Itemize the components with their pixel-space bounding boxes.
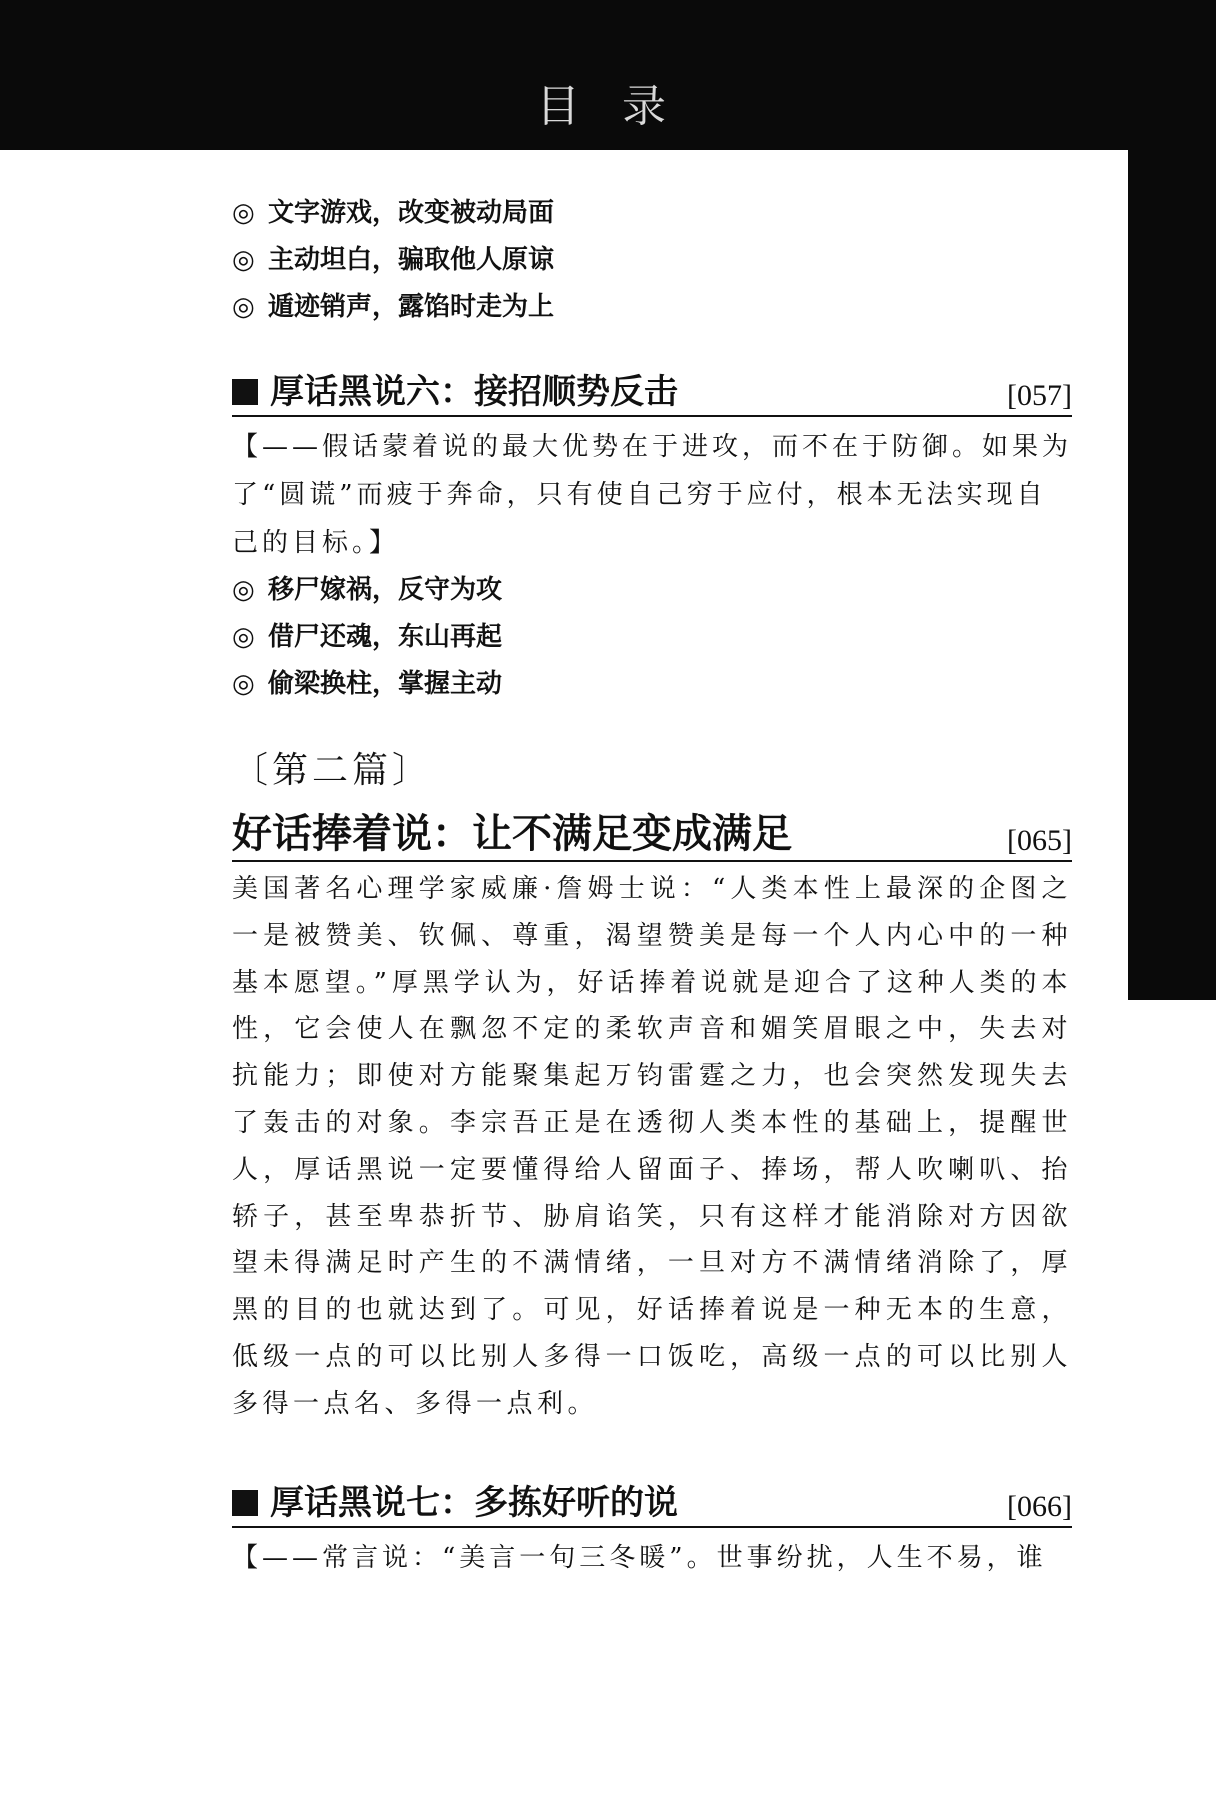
toc-bullet-item[interactable]: ◎ 主动坦白，骗取他人原谅 <box>232 237 1072 284</box>
section-6-heading[interactable] <box>232 369 1072 417</box>
part-2-page: [065] <box>1007 824 1072 857</box>
toc-content <box>232 190 1072 1582</box>
toc-bullet-item[interactable]: ◎ 文字游戏，改变被动局面 <box>232 190 1072 237</box>
edge-bar <box>1128 150 1216 1000</box>
toc-bullet-item[interactable]: ◎ 借尸还魂，东山再起 <box>232 614 1072 661</box>
section-7-heading[interactable] <box>232 1480 1072 1528</box>
bullet-mark-icon: ◎ <box>232 198 255 228</box>
section-7-quote: 【——常言说：“美言一句三冬暖”。世事纷扰，人生不易，谁 <box>232 1542 1047 1573</box>
section-6-title: 厚话黑说六：接招顺势反击 <box>270 372 678 412</box>
square-bullet-icon <box>232 1490 258 1516</box>
square-bullet-icon <box>232 379 258 405</box>
section-6-page: [057] <box>1007 379 1072 412</box>
part-2-heading[interactable] <box>232 808 1072 862</box>
bullet-mark-icon: ◎ <box>232 622 255 652</box>
toc-bullet-item[interactable]: ◎ 偷梁换柱，掌握主动 <box>232 661 1072 708</box>
toc-bullet-item[interactable]: ◎ 遁迹销声，露馅时走为上 <box>232 284 1072 331</box>
bullet-mark-icon: ◎ <box>232 292 255 322</box>
part-2-label: 〔第二篇〕 <box>232 750 433 791</box>
part-2-title: 好话捧着说：让不满足变成满足 <box>232 810 792 857</box>
section-7-page: [066] <box>1007 1489 1072 1523</box>
bullet-mark-icon: ◎ <box>232 669 255 699</box>
bullet-mark-icon: ◎ <box>232 245 255 275</box>
section-7-title: 厚话黑说七：多拣好听的说 <box>270 1482 678 1523</box>
bullet-mark-icon: ◎ <box>232 575 255 605</box>
page-header-title: 目 录 <box>536 81 680 132</box>
toc-bullet-item[interactable]: ◎ 移尸嫁祸，反守为攻 <box>232 567 1072 614</box>
part-2-paragraph: 美国著名心理学家威廉·詹姆士说：“人类本性上最深的企图之一是被赞美、钦佩、尊重，渴望赞美是每一个人内心中的一种基本愿望。”厚黑学认为，好话捧着说就是迎合了这种人类的本性，它会使人在飘忽不定的柔软声音和媚笑眉眼之中，失去对抗能力；即使对方能聚集起万钧雷霆之力，也会突然发现失去了轰击的对象。李宗吾正是在透彻人类本性的基础上，提醒世人，厚话黑说一定要懂得给人留面子、捧场，帮人吹喇叭、抬轿子，甚至卑恭折节、胁肩谄笑，只有这样才能消除对方因欲望未得满足时产生的不满情绪，一旦对方不满情绪消除了，厚黑的目的也就达到了。可见，好话捧着说是一种无本的生意，低级一点的可以比别人多得一口饭吃，高级一点的可以比别人多得一点名、多得一点利。 <box>232 874 1072 1419</box>
section-6-quote: 【——假话蒙着说的最大优势在于进攻，而不在于防御。如果为了“圆谎”而疲于奔命，只有使自己穷于应付，根本无法实现自己的目标。】 <box>232 432 1073 558</box>
